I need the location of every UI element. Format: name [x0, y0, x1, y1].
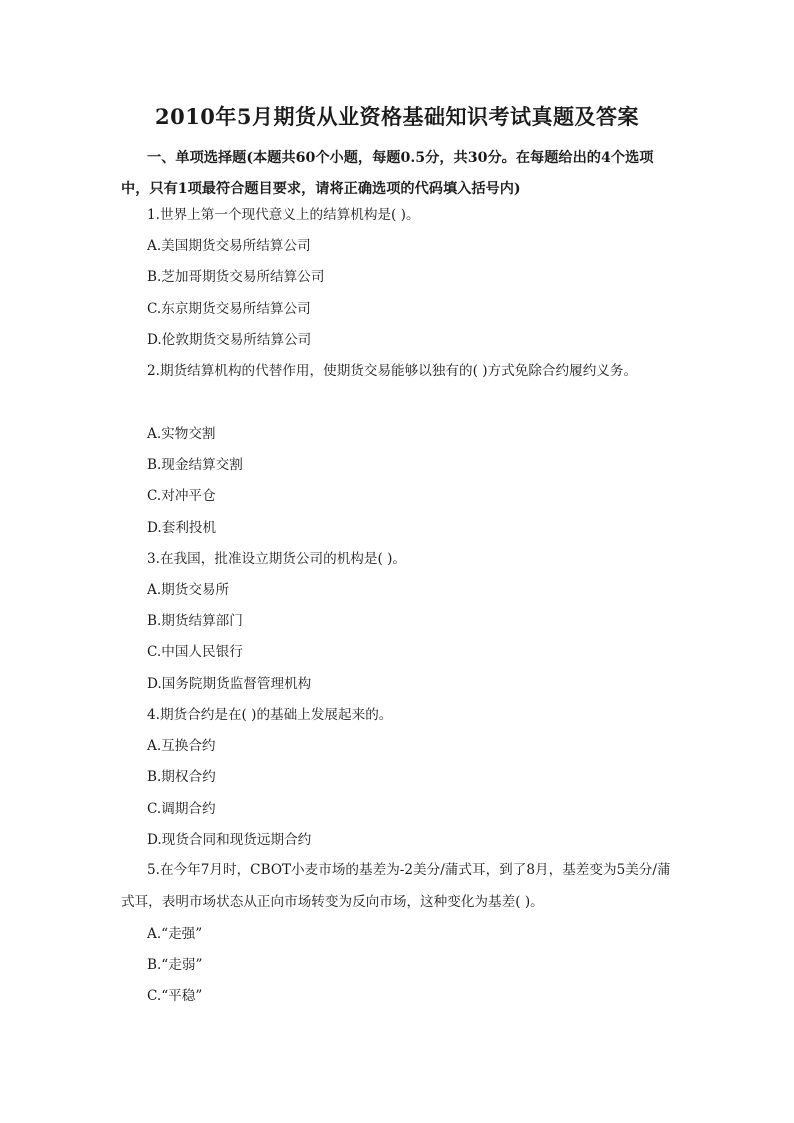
question-2-option-d: D.套利投机	[147, 520, 217, 536]
question-4-option-c: C.调期合约	[147, 801, 216, 817]
question-5-option-a: A.“走强”	[147, 926, 203, 942]
question-1-option-b: B.芝加哥期货交易所结算公司	[147, 269, 325, 285]
question-1-option-c: C.东京期货交易所结算公司	[147, 301, 311, 317]
question-3-stem: 3.在我国，批准设立期货公司的机构是( )。	[147, 551, 406, 567]
question-3-option-c: C.中国人民银行	[147, 644, 243, 660]
question-1-option-d: D.伦敦期货交易所结算公司	[147, 332, 312, 348]
question-3-option-a: A.期货交易所	[147, 582, 230, 598]
section-heading: 一、单项选择题(本题共60个小题，每题0.5分，共30分。在每题给出的4个选项中，只有1项最符合题目要求，请将正确选项的代码填入括号内)	[121, 150, 654, 197]
document-title: 2010年5月期货从业资格基础知识考试真题及答案	[154, 104, 640, 129]
question-2-option-c: C.对冲平仓	[147, 488, 216, 504]
question-5-option-b: B.“走弱”	[147, 957, 203, 973]
question-2-option-b: B.现金结算交割	[147, 457, 243, 473]
question-5-option-c: C.“平稳”	[147, 988, 203, 1004]
question-4-option-a: A.互换合约	[147, 738, 216, 754]
question-1-stem: 1.世界上第一个现代意义上的结算机构是( )。	[147, 207, 420, 223]
question-5-stem: 5.在今年7月时，CBOT小麦市场的基差为-2美分/蒲式耳，到了8月，基差变为5美分/蒲式耳，表明市场状态从正向市场转变为反向市场，这种变化为基差( )。	[121, 862, 671, 910]
question-3-option-d: D.国务院期货监督管理机构	[147, 676, 312, 692]
question-2-option-a: A.实物交割	[147, 426, 216, 442]
question-2-stem: 2.期货结算机构的代替作用，使期货交易能够以独有的( )方式免除合约履约义务。	[147, 363, 638, 379]
question-4-option-d: D.现货合同和现货远期合约	[147, 832, 312, 848]
question-3-option-b: B.期货结算部门	[147, 613, 243, 629]
question-4-option-b: B.期权合约	[147, 769, 216, 785]
question-1-option-a: A.美国期货交易所结算公司	[147, 238, 311, 254]
question-4-stem: 4.期货合约是在( )的基础上发展起来的。	[147, 707, 393, 723]
